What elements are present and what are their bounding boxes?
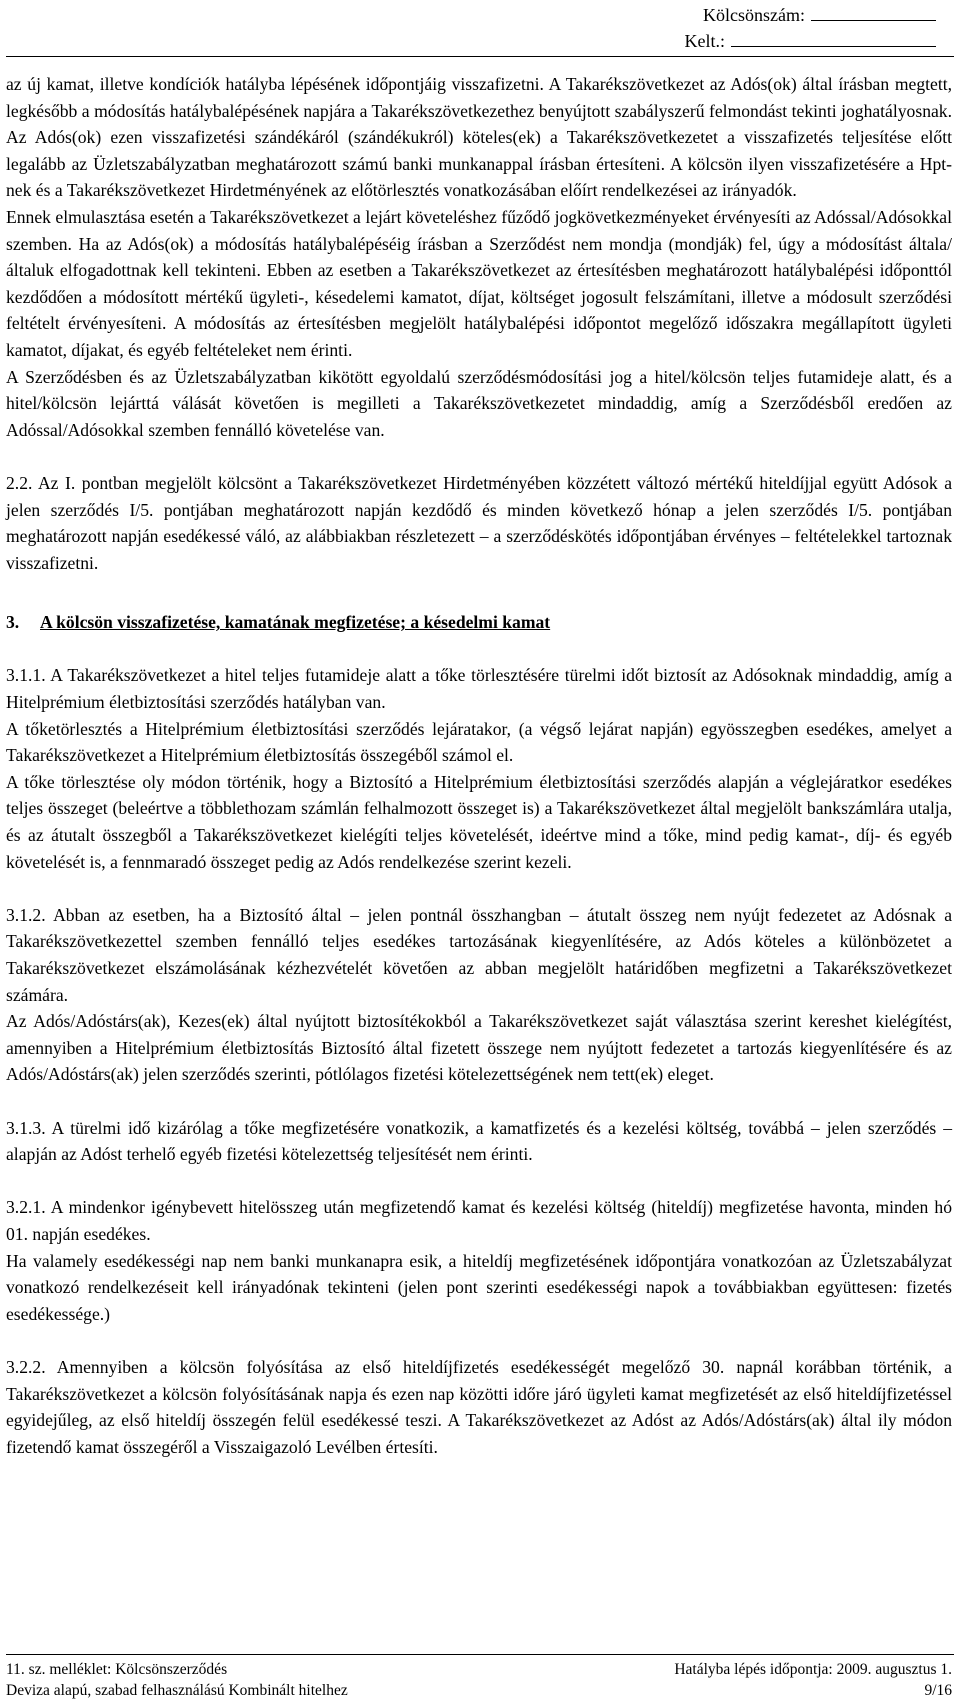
spacer: [6, 1088, 952, 1115]
paragraph-3-1-3: 3.1.3. A türelmi idő kizárólag a tőke megfizetésére vonatkozik, a kamatfizetés és a kezelési költség, továbbá – jelen szerződés – alapján az Adóst terhelő egyéb fizetési kötelezettség teljesítését nem érinti.: [6, 1117, 952, 1165]
paragraph: A tőketörlesztés a Hitelprémium életbiztosítási szerződés lejáratakor, (a végső lejárat napján) egyösszegben esedékes, amelyet a Takarékszövetkezet a Hitelprémium életbiztosítás összegéből számol el.: [6, 718, 952, 766]
footer-row-1: [6, 1660, 952, 1680]
loan-number-row: [685, 2, 937, 28]
date-label: Kelt.:: [684, 31, 725, 51]
footer-effective-date: Hatályba lépés időpontja: 2009. augusztus 1.: [674, 1661, 952, 1678]
footer-divider: [6, 1654, 954, 1655]
paragraph-3-1-1: 3.1.1. A Takarékszövetkezet a hitel teljes futamideje alatt a tőke törlesztésére türelmi időt biztosít az Adósoknak mindaddig, amíg a Hitelprémium életbiztosítási szerződés hatályban van.: [6, 665, 952, 713]
spacer: [6, 443, 952, 470]
date-row: [685, 28, 937, 54]
spacer: [6, 576, 952, 609]
spacer: [6, 875, 952, 902]
section-heading: [6, 609, 952, 636]
spacer: [6, 636, 952, 663]
paragraph-3-1-2: 3.1.2. Abban az esetben, ha a Biztosító által – jelen pontnál összhangban – átutalt összeg nem nyújt fedezetet az Adósnak a Takarékszövetkezettel szemben fennálló teljes esedékes tartozásának kiegyenlítésére, az Adós köteles a különbözetet a Takarékszövetkezet elszámolásának kézhezvételét követően az abban megjelölt határidőben megfizetni a Takarékszövetkezet számára.: [6, 904, 952, 1005]
header-divider: [6, 56, 954, 57]
paragraph-3-2-1: 3.2.1. A mindenkor igénybevett hitelösszeg után megfizetendő kamat és kezelési költség (hiteldíj) megfizetése havonta, minden hó 01. napján esedékes.: [6, 1197, 952, 1244]
section-number: 3.: [6, 612, 20, 633]
footer-row-2: [6, 1681, 952, 1701]
paragraph: az új kamat, illetve kondíciók hatályba lépésének időpontjáig visszafizetni. A Takarékszövetkezet az Adós(ok) által írásban megtett, legkésőbb a módosítás hatálybalépésének napjára a Takarékszövetkezethez benyújtott szabályszerű felmondást tekinti joghatályosnak. Az Adós(ok) ezen visszafizetési szándékáról (szándékukról) köteles(ek) a Takarékszövetkezetet a visszafizetés teljesítése előtt legalább az Üzletszabályzatban meghatározott számú banki munkanappal írásban értesíteni. A kölcsön ilyen visszafizetésére a Hpt-nek és a Takarékszövetkezet Hirdetményének az előtörlesztés vonatkozásában előírt rendelkezései az irányadók.: [6, 74, 952, 201]
paragraph: Az Adós/Adóstárs(ak), Kezes(ek) által nyújtott biztosítékokból a Takarékszövetkezet saját választása szerint kereshet kielégítést, amennyiben a Hitelprémium életbiztosítás Biztosító által fizetett összege nem nyújtott fedezetet a tartozás kiegyenlítésére és az Adós/Adóstárs(ak) jelen szerződés szerinti, pótlólagos fizetési kötelezettségének nem tett(ek) eleget.: [6, 1011, 952, 1085]
footer-product-label: Deviza alapú, szabad felhasználású Kombinált hitelhez: [6, 1682, 348, 1699]
paragraph-3-2-2: 3.2.2. Amennyiben a kölcsön folyósítása az első hiteldíjfizetés esedékességét megelőző 30. napnál korábban történik, a Takarékszövetkezet a kölcsön folyósításának napja és ezen nap közötti időre járó ügyleti kamat megfizetését az első hiteldíjfizetéssel egyidejűleg, az első hiteldíj összegén felül esedékessé teszi. A Takarékszövetkezet az Adóst az Adós/Adóstárs(ak) által ily módon fizetendő kamat összegéről a Visszaigazoló Levélben értesíti.: [6, 1356, 952, 1457]
date-blank: [731, 28, 936, 47]
section-title: A kölcsön visszafizetése, kamatának megfizetése; a késedelmi kamat: [40, 612, 551, 633]
spacer: [6, 1168, 952, 1195]
paragraph: Ha valamely esedékességi nap nem banki munkanapra esik, a hiteldíj megfizetésének időpontjára vonatkozóan az Üzletszabályzat vonatkozó rendelkezéseit kell irányadónak tekinteni (jelen pont szerinti esedékességi napok a továbbiakban együttesen: fizetés esedékessége.): [6, 1250, 952, 1324]
paragraph: A tőke törlesztése oly módon történik, hogy a Biztosító a Hitelprémium életbiztosítási szerződés alapján a véglejáratkor esedékes teljes összeget (beleértve a többlethozam számlán felhalmozott összeget is) a Takarékszövetkezet által megjelölt bankszámlára utalja, és az átutalt összegből a Takarékszövetkezet kielégíti teljes követelését, ideértve mind a tőke, mind pedig kamat-, díj- és egyéb követelését is, a fennmaradó összeget pedig az Adós rendelkezése szerint kezeli.: [6, 771, 952, 872]
loan-number-blank: [811, 2, 936, 21]
page-header: [685, 2, 937, 54]
paragraph: Ennek elmulasztása esetén a Takarékszövetkezet a lejárt követeléshez fűződő jogkövetkezményeket érvényesíti az Adóssal/Adósokkal szemben. Ha az Adós(ok) a módosítás hatálybalépéséig írásban a Szerződést nem mondja (mondják) fel, úgy a módosítást általa/általuk elfogadottnak kell tekinteni. Ebben az esetben a Takarékszövetkezet az értesítésben meghatározott hatálybalépési időponttól kezdődően a módosított mértékű ügyleti-, késedelemi kamatot, díjat, költséget jogosult felszámítani, illetve a módosult szerződési feltételt érvényesíteni. A módosítás az értesítésben megjelölt hatálybalépési időpontot megelőző időszakra megállapított ügyleti kamatot, díjakat, és egyéb feltételeket nem érinti.: [6, 206, 952, 360]
paragraph: A Szerződésben és az Üzletszabályzatban kikötött egyoldalú szerződésmódosítási jog a hitel/kölcsön teljes futamideje alatt, és a hitel/kölcsön lejárttá válását követően is megilleti a Takarékszövetkezetet mindaddig, amíg a Szerződésből eredően az Adóssal/Adósokkal szemben fennálló követelése van.: [6, 366, 952, 440]
loan-number-label: Kölcsönszám:: [703, 5, 805, 25]
page-number: 9/16: [924, 1682, 952, 1699]
document-body: [6, 71, 952, 1460]
spacer: [6, 1327, 952, 1354]
paragraph-2-2: 2.2. Az I. pontban megjelölt kölcsönt a Takarékszövetkezet Hirdetményében közzétett változó mértékű hiteldíjjal együtt Adósok a jelen szerződés I/5. pontjában meghatározott napján kezdődő és minden következő hónap a jelen szerződés I/5. pontjában meghatározott napján esedékessé váló, az alábbiakban részletezett – a szerződéskötés időpontjában érvényes – feltételekkel tartoznak visszafizetni.: [6, 472, 952, 573]
footer-annex-label: 11. sz. melléklet: Kölcsönszerződés: [6, 1661, 228, 1678]
